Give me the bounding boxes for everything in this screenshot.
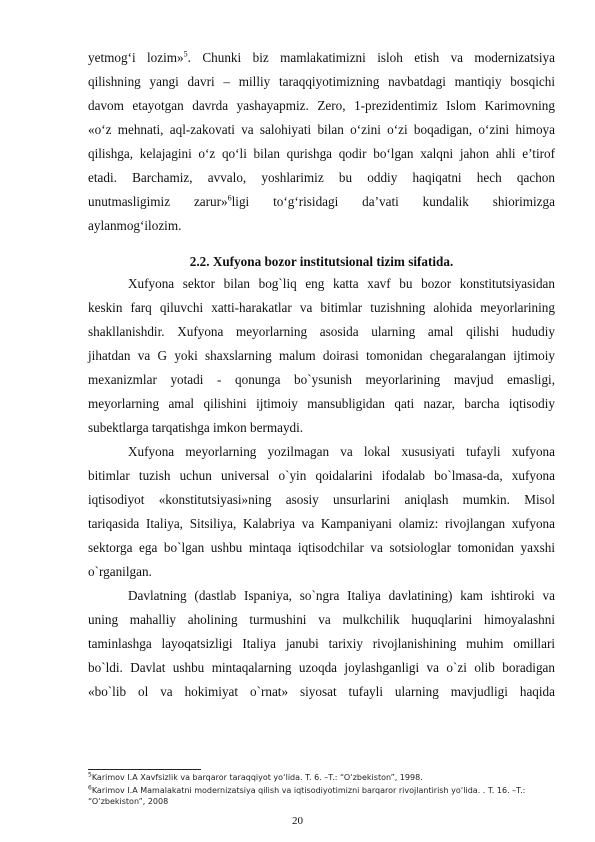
footnote-ref[interactable]: 5 — [183, 49, 188, 59]
text-line: davom etayotgan davrda yashayapmiz. Zero, 1-prezidentimiz Islom Karimovning — [88, 98, 555, 113]
footnote: $^6$Karimov I.A Mamalakatni modernizatsiya qilish va iqtisodiyotimizni barqaror rivojlantirish yo‘lida. . T. 16. –T.: — [88, 784, 526, 795]
text-line: Xufyona meyorlarning yozilmagan va lokal xususiyati tufayli xufyona — [128, 444, 555, 459]
text-line: tariqasida Italiya, Sitsiliya, Kalabriya va Kampaniyani olamiz: rivojlangan xufyona — [88, 516, 555, 531]
text-line: shakllanishdir. Xufyona meyorlarning asosida ularning amal qilishi hududiy — [88, 324, 555, 339]
text-line: etadi. Barchamiz, avvalo, yoshlarimiz bu oddiy haqiqatni hech qachon — [88, 170, 555, 185]
text-line: subektlarga tarqatishga imkon bermaydi. — [88, 420, 304, 435]
text-line: mexanizmlar yotadi - qonunga bo`ysunish meyorlarining mavjud emasligi, — [88, 372, 555, 387]
footnote-separator — [88, 769, 201, 770]
text-line: bitimlar tuzish uchun universal o`yin qoidalarini ifodalab bo`lmasa-da, xufyona — [88, 468, 555, 483]
text-line: «o‘z mehnati, aql-zakovati va salohiyati bilan o‘zini o‘zi boqadigan, o‘zini himoya — [88, 122, 555, 137]
text-line: iqtisodiyot «konstitutsiyasi»ning asosiy unsurlarini aniqlash mumkin. Misol — [88, 492, 555, 507]
text-line: o`rganilgan. — [88, 564, 152, 579]
text-line: sektorga ega bo`lgan ushbu mintaqa iqtisodchilar va sotsiologlar tomonidan yaxshi — [88, 540, 555, 555]
text-line: unutmasligimiz zarur»$^6$ligi to‘g‘risidagi da’vati kundalik shiorimizga — [88, 193, 555, 209]
text-line: keskin farq qiluvchi xatti-harakatlar va bitimlar tuzishning alohida meyorlarining — [88, 300, 555, 315]
text-line: qilishga, kelajagini o‘z qo‘li bilan qurishga qodir bo‘lgan xalqni jahon ahli e’tirof — [88, 146, 555, 161]
text-line: meyorlarning amal qilishini ijtimoiy mansubligidan qati nazar, barcha iqtisodiy — [88, 396, 555, 411]
text-line: Davlatning (dastlab Ispaniya, so`ngra Italiya davlatining) kam ishtiroki va — [128, 588, 555, 603]
section-heading: 2.2. Xufyona bozor institutsional tizim sifatida. — [189, 254, 454, 269]
text-line: «bo`lib ol va hokimiyat o`rnat» siyosat tufayli ularning mavjudligi haqida — [88, 684, 555, 699]
text-line: jihatdan va G yoki shaxslarning malum doirasi tomonidan chegaralangan ijtimoiy — [88, 348, 555, 363]
footnote-ref[interactable]: 6 — [227, 193, 232, 203]
page-number: 20 — [292, 815, 303, 827]
footnote: $^5$Karimov I.A Xavfsizlik va barqaror taraqqiyot yo‘lida. T. 6. –T.: “O‘zbekiston”, 1998. — [88, 771, 423, 782]
text-line: taminlashga layoqatsizligi Italiya janubi tarixiy rivojlanishining muhim omillari — [88, 636, 555, 651]
footnote-continuation: “O‘zbekiston”, 2008 — [88, 797, 169, 806]
text-line: uning mahalliy aholining turmushini va mulkchilik huquqlarini himoyalashni — [88, 612, 555, 627]
text-line: bo`ldi. Davlat ushbu mintaqalarning uzoqda joylashganligi va o`zi olib boradigan — [88, 660, 555, 675]
text-line: qilishning yangi davri – milliy taraqqiyotimizning navbatdagi mantiqiy bosqichi — [88, 74, 555, 89]
text-line: aylanmog‘ilozim. — [88, 218, 182, 233]
text-line: Xufyona sektor bilan bog`liq eng katta xavf bu bozor konstitutsiyasidan — [128, 276, 555, 291]
text-line: yetmog‘i lozim»$^5$. Chunki biz mamlakatimizni isloh etish va modernizatsiya — [88, 49, 555, 65]
